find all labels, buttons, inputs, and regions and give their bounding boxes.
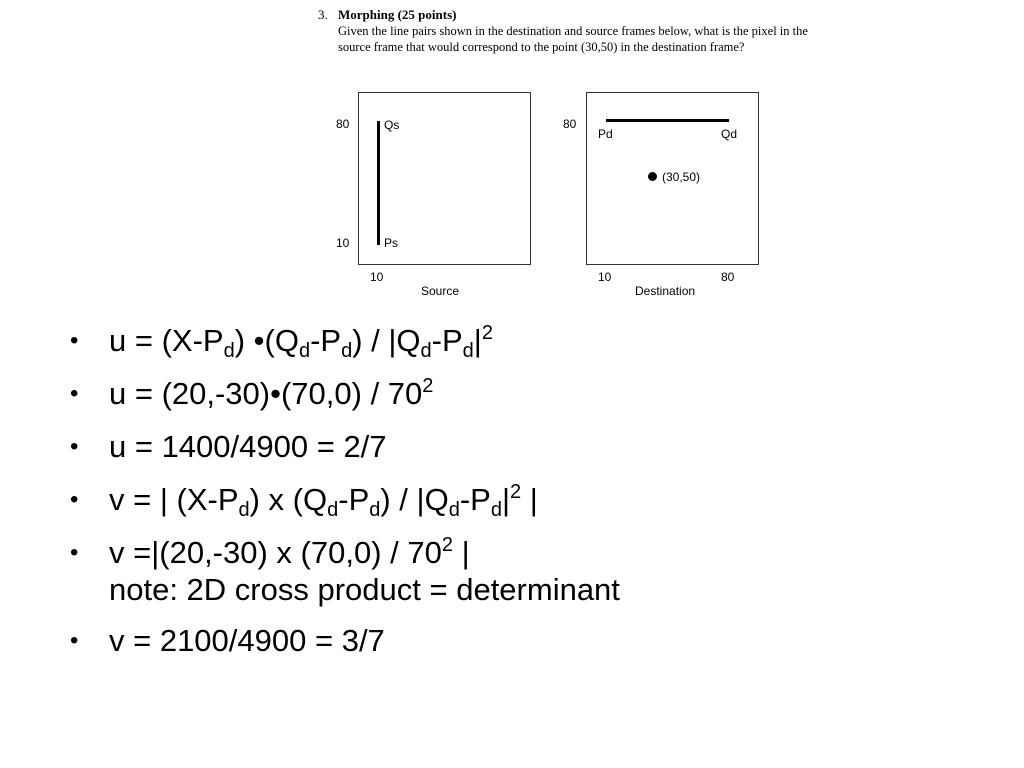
bullet-marker: • xyxy=(70,539,79,566)
source-line-segment xyxy=(377,121,380,245)
destination-caption: Destination xyxy=(635,284,696,298)
bullet-item xyxy=(70,622,970,659)
source-y-top-label: 80 xyxy=(336,117,350,131)
source-q-label: Qs xyxy=(384,118,400,132)
bullet-marker: • xyxy=(70,486,79,513)
source-y-bottom-label: 10 xyxy=(336,236,350,250)
solution-bullet-list xyxy=(70,322,970,675)
bullet-marker: • xyxy=(70,433,79,460)
problem-text: Given the line pairs shown in the destination and source frames below, what is the pixel in the source frame that would correspond to the point (30,50) in the destination frame? xyxy=(338,24,808,54)
bullet-item xyxy=(70,322,970,362)
bullet-marker: • xyxy=(70,627,79,654)
bullet-item xyxy=(70,481,970,521)
source-p-label: Ps xyxy=(384,236,399,250)
bullet-text: v =|(20,-30) x $(70,0) / 70^2$ | xyxy=(109,534,470,570)
source-caption: Source xyxy=(421,284,460,298)
destination-point-label: (30,50) xyxy=(662,170,701,184)
destination-y-top-label: 80 xyxy=(563,117,577,131)
bullet-item xyxy=(70,375,970,412)
bullet-note: note: 2D cross product = determinant xyxy=(109,572,620,607)
bullet-text: u = (20,-30)•(70,0) / $70^2$ xyxy=(109,375,434,411)
bullet-text: u = 1400/4900 = 2/7 xyxy=(109,429,387,464)
problem-title: Morphing (25 points) xyxy=(338,7,457,22)
bullet-marker: • xyxy=(70,327,79,354)
destination-q-label: Qd xyxy=(721,127,738,141)
bullet-text: v = 2100/4900 = 3/7 xyxy=(109,623,385,658)
problem-statement xyxy=(318,6,808,55)
source-x-left-label: 10 xyxy=(370,270,384,284)
bullet-marker: • xyxy=(70,380,79,407)
destination-line-segment xyxy=(606,119,729,122)
destination-x-right-label: 80 xyxy=(721,270,735,284)
bullet-text: v = | $(X-P_d)$ x $(Q_d-P_d) / |Q_d-P_d|^2$ | xyxy=(109,481,538,521)
problem-number: 3. xyxy=(318,7,328,22)
problem-heading xyxy=(318,6,798,23)
destination-p-label: Pd xyxy=(598,127,613,141)
destination-x-left-label: 10 xyxy=(598,270,612,284)
bullet-item xyxy=(70,428,970,465)
bullet-item xyxy=(70,534,970,608)
bullet-text: $u = (X-P_d)$ $•(Q_d-P_d) / |Q_d-P_d|^2$ xyxy=(109,322,493,362)
destination-point-marker xyxy=(648,172,657,181)
